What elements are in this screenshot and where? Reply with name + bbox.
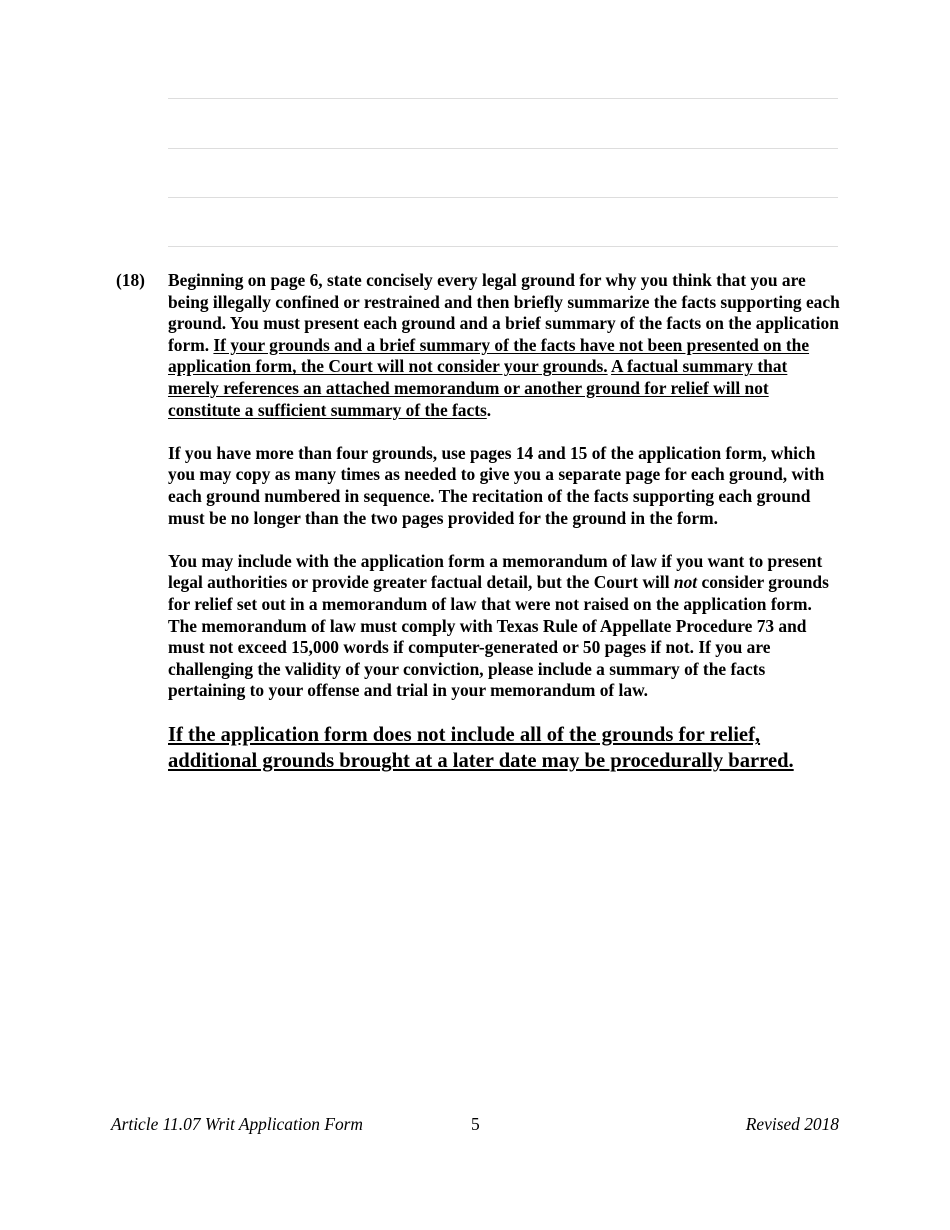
footer-page-number: 5 [471,1114,480,1134]
item-body [168,270,840,796]
paragraph-1 [168,270,840,421]
paragraph-3-after: consider grounds for relief set out in a memorandum of law that were not raised on the application form. The memorandum of law must comply with Texas Rule of Appellate Procedure 73 and must not exceed 15,000 words if computer-generated or 50 pages if not. If you are challenging the validity of your conviction, please include a summary of the facts pertaining to your offense and trial in your memorandum of law. [168,572,829,701]
procedural-bar-warning: If the application form does not include all of the grounds for relief, additional grounds brought at a later date may be procedurally barred. [168,724,794,772]
blank-line-1 [168,98,838,99]
paragraph-3-emphasis: not [673,572,698,593]
blank-line-4 [168,246,838,247]
page-footer [111,1112,839,1136]
paragraph-1-underline-1: If your grounds and a brief summary of the facts have not been presented on the application form, the Court will not consider your grounds. [168,334,810,377]
paragraph-1-underline-2: A factual summary that merely references an attached memorandum or another ground for relief will not constitute a sufficient summary of the facts [168,356,788,420]
paragraph-1-text: Beginning on page 6, state concisely every legal ground for why you think that you are being illegally confined or restrained and then briefly summarize the facts supporting each ground. You must present each ground and a brief summary of the facts on the application form. [168,270,840,355]
paragraph-3 [168,551,840,702]
paragraph-2: If you have more than four grounds, use pages 14 and 15 of the application form, which you may copy as many times as needed to give you a separate page for each ground, with each ground numbered in sequence. The recitation of the facts supporting each ground must be no longer than the two pages provided for the ground in the form. [168,442,825,528]
paragraph-1-end: . [486,399,492,420]
paragraph-3-before: You may include with the application form a memorandum of law if you want to present legal authorities or provide greater factual detail, but the Court will [168,550,823,593]
blank-line-3 [168,197,838,198]
footer-form-title: Article 11.07 Writ Application Form [111,1114,363,1134]
item-number: (18) [116,270,145,290]
footer-revision: Revised 2018 [745,1114,839,1134]
blank-line-2 [168,148,838,149]
